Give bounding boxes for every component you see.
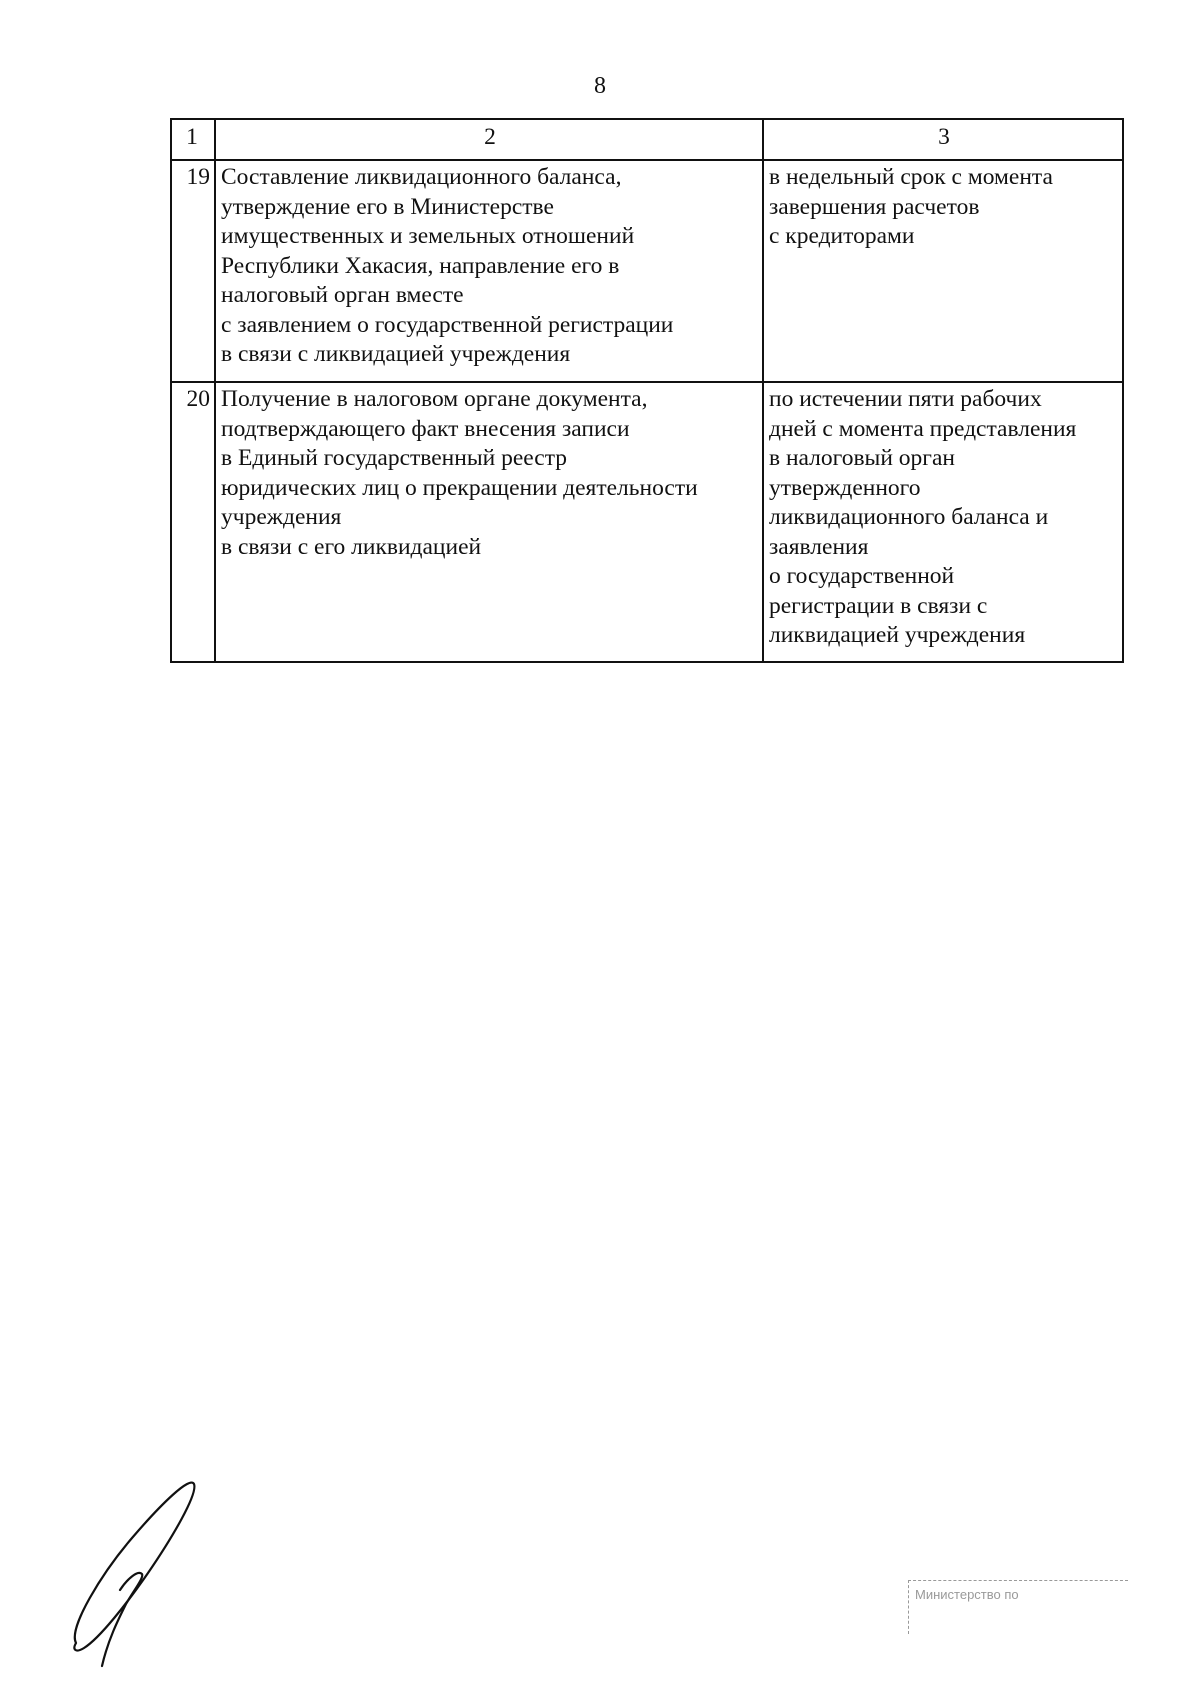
column-header-3: 3	[763, 119, 1123, 160]
text-line: в недельный срок с момента	[769, 164, 1053, 190]
table-row	[171, 160, 1123, 382]
text-line: завершения расчетов	[769, 193, 980, 220]
text-line: с кредиторами	[769, 223, 915, 249]
office-stamp	[908, 1580, 1128, 1634]
row-action-cell	[215, 382, 763, 662]
text-line: учреждения	[221, 504, 342, 530]
text-line: Получение в налоговом органе документа,	[221, 386, 648, 412]
text-line: с заявлением о государственной регистрации	[221, 311, 674, 338]
handwritten-signature	[62, 1478, 222, 1668]
text-line: имущественных и земельных отношений	[221, 223, 635, 249]
text-line: юридических лиц о прекращении деятельности	[221, 474, 698, 501]
text-line: в Единый государственный реестр	[221, 445, 568, 471]
text-line: ликвидацией учреждения	[769, 622, 1026, 648]
text-line: о государственной	[769, 563, 955, 589]
column-header-2: 2	[215, 119, 763, 160]
text-line: заявления	[769, 533, 869, 560]
row-action-cell	[215, 160, 763, 382]
text-line: налоговый орган вместе	[221, 282, 464, 308]
text-line: ликвидационного баланса и	[769, 504, 1049, 530]
text-line: дней с момента представления	[769, 415, 1077, 442]
stamp-text: Министерство по	[915, 1587, 1019, 1602]
liquidation-steps-table	[170, 118, 1124, 663]
text-line: подтверждающего факт внесения записи	[221, 415, 630, 442]
text-line: в связи с его ликвидацией	[221, 533, 482, 560]
text-line: утверждение его в Министерстве	[221, 193, 554, 220]
row-term-cell	[763, 160, 1123, 382]
text-line: по истечении пяти рабочих	[769, 386, 1042, 412]
text-line: в налоговый орган	[769, 445, 955, 471]
page-number: 8	[594, 73, 606, 99]
table-row	[171, 382, 1123, 662]
text-line: утвержденного	[769, 474, 921, 501]
text-line: регистрации в связи с	[769, 592, 988, 619]
table-header-row	[171, 119, 1123, 160]
text-line: в связи с ликвидацией учреждения	[221, 341, 571, 367]
row-term-cell	[763, 382, 1123, 662]
row-number: 20	[171, 382, 215, 662]
column-header-1: 1	[171, 119, 215, 160]
row-number: 19	[171, 160, 215, 382]
text-line: Составление ликвидационного баланса,	[221, 164, 622, 190]
text-line: Республики Хакасия, направление его в	[221, 252, 620, 279]
